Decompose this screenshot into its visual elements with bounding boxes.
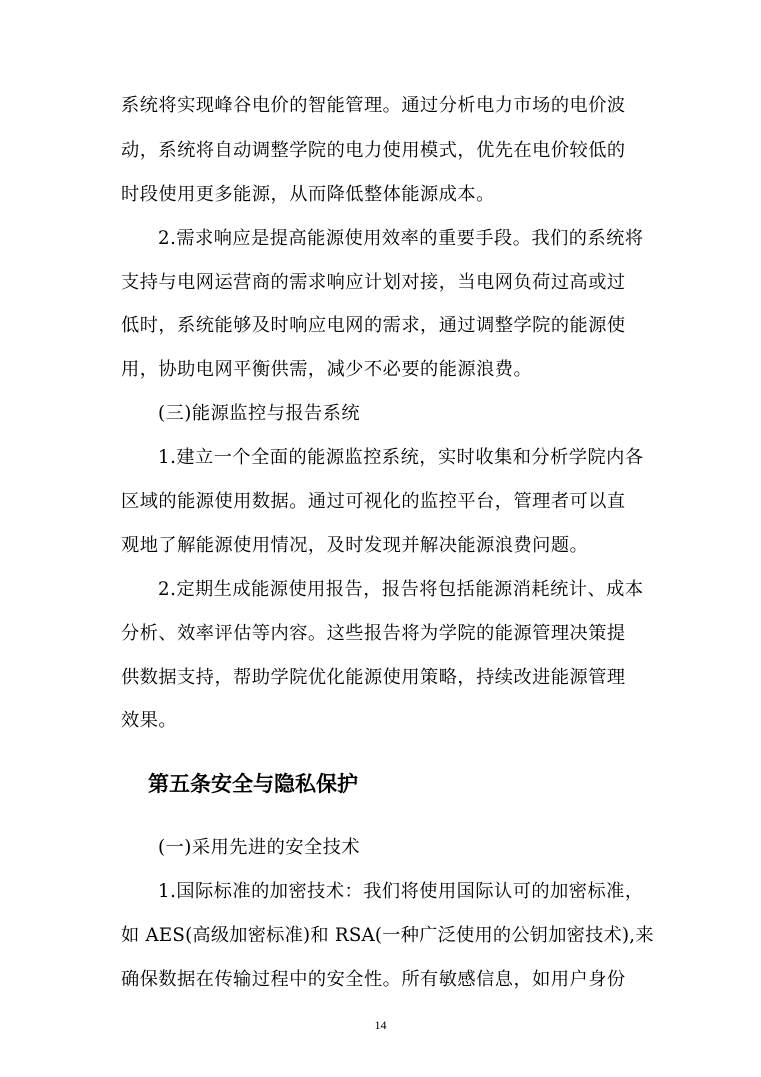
paragraph-line: 用，协助电网平衡供需，减少不必要的能源浪费。 xyxy=(121,359,533,380)
paragraph-line: 时段使用更多能源，从而降低整体能源成本。 xyxy=(121,184,495,205)
paragraph-line: 1.国际标准的加密技术：我们将使用国际认可的加密标准， xyxy=(158,881,644,902)
paragraph-line: 低时，系统能够及时响应电网的需求，通过调整学院的能源使 xyxy=(121,315,626,336)
paragraph-line: 区域的能源使用数据。通过可视化的监控平台，管理者可以直 xyxy=(121,491,626,512)
paragraph-line: 2.需求响应是提高能源使用效率的重要手段。我们的系统将 xyxy=(158,228,644,249)
paragraph-line: 2.定期生成能源使用报告，报告将包括能源消耗统计、成本 xyxy=(158,579,644,600)
paragraph-line: 确保数据在传输过程中的安全性。所有敏感信息，如用户身份 xyxy=(121,969,626,990)
paragraph-line: 观地了解能源使用情况，及时发现并解决能源浪费问题。 xyxy=(121,535,589,556)
subsection-title: (一)采用先进的安全技术 xyxy=(158,837,361,858)
paragraph-line: 系统将实现峰谷电价的智能管理。通过分析电力市场的电价波 xyxy=(121,95,626,116)
paragraph-line: 分析、效率评估等内容。这些报告将为学院的能源管理决策提 xyxy=(121,623,626,644)
paragraph-line: 如 AES(高级加密标准)和 RSA(一种广泛使用的公钥加密技术),来 xyxy=(121,925,654,946)
paragraph-line: 动，系统将自动调整学院的电力使用模式，优先在电价较低的 xyxy=(121,140,626,161)
paragraph-line: 1.建立一个全面的能源监控系统，实时收集和分析学院内各 xyxy=(158,447,644,468)
section-heading: 第五条安全与隐私保护 xyxy=(148,772,358,796)
page-number: 14 xyxy=(374,1018,387,1032)
subsection-title: (三)能源监控与报告系统 xyxy=(158,403,361,424)
paragraph-line: 供数据支持，帮助学院优化能源使用策略，持续改进能源管理 xyxy=(121,667,626,688)
paragraph-line: 效果。 xyxy=(121,710,178,731)
paragraph-line: 支持与电网运营商的需求响应计划对接，当电网负荷过高或过 xyxy=(121,272,626,293)
